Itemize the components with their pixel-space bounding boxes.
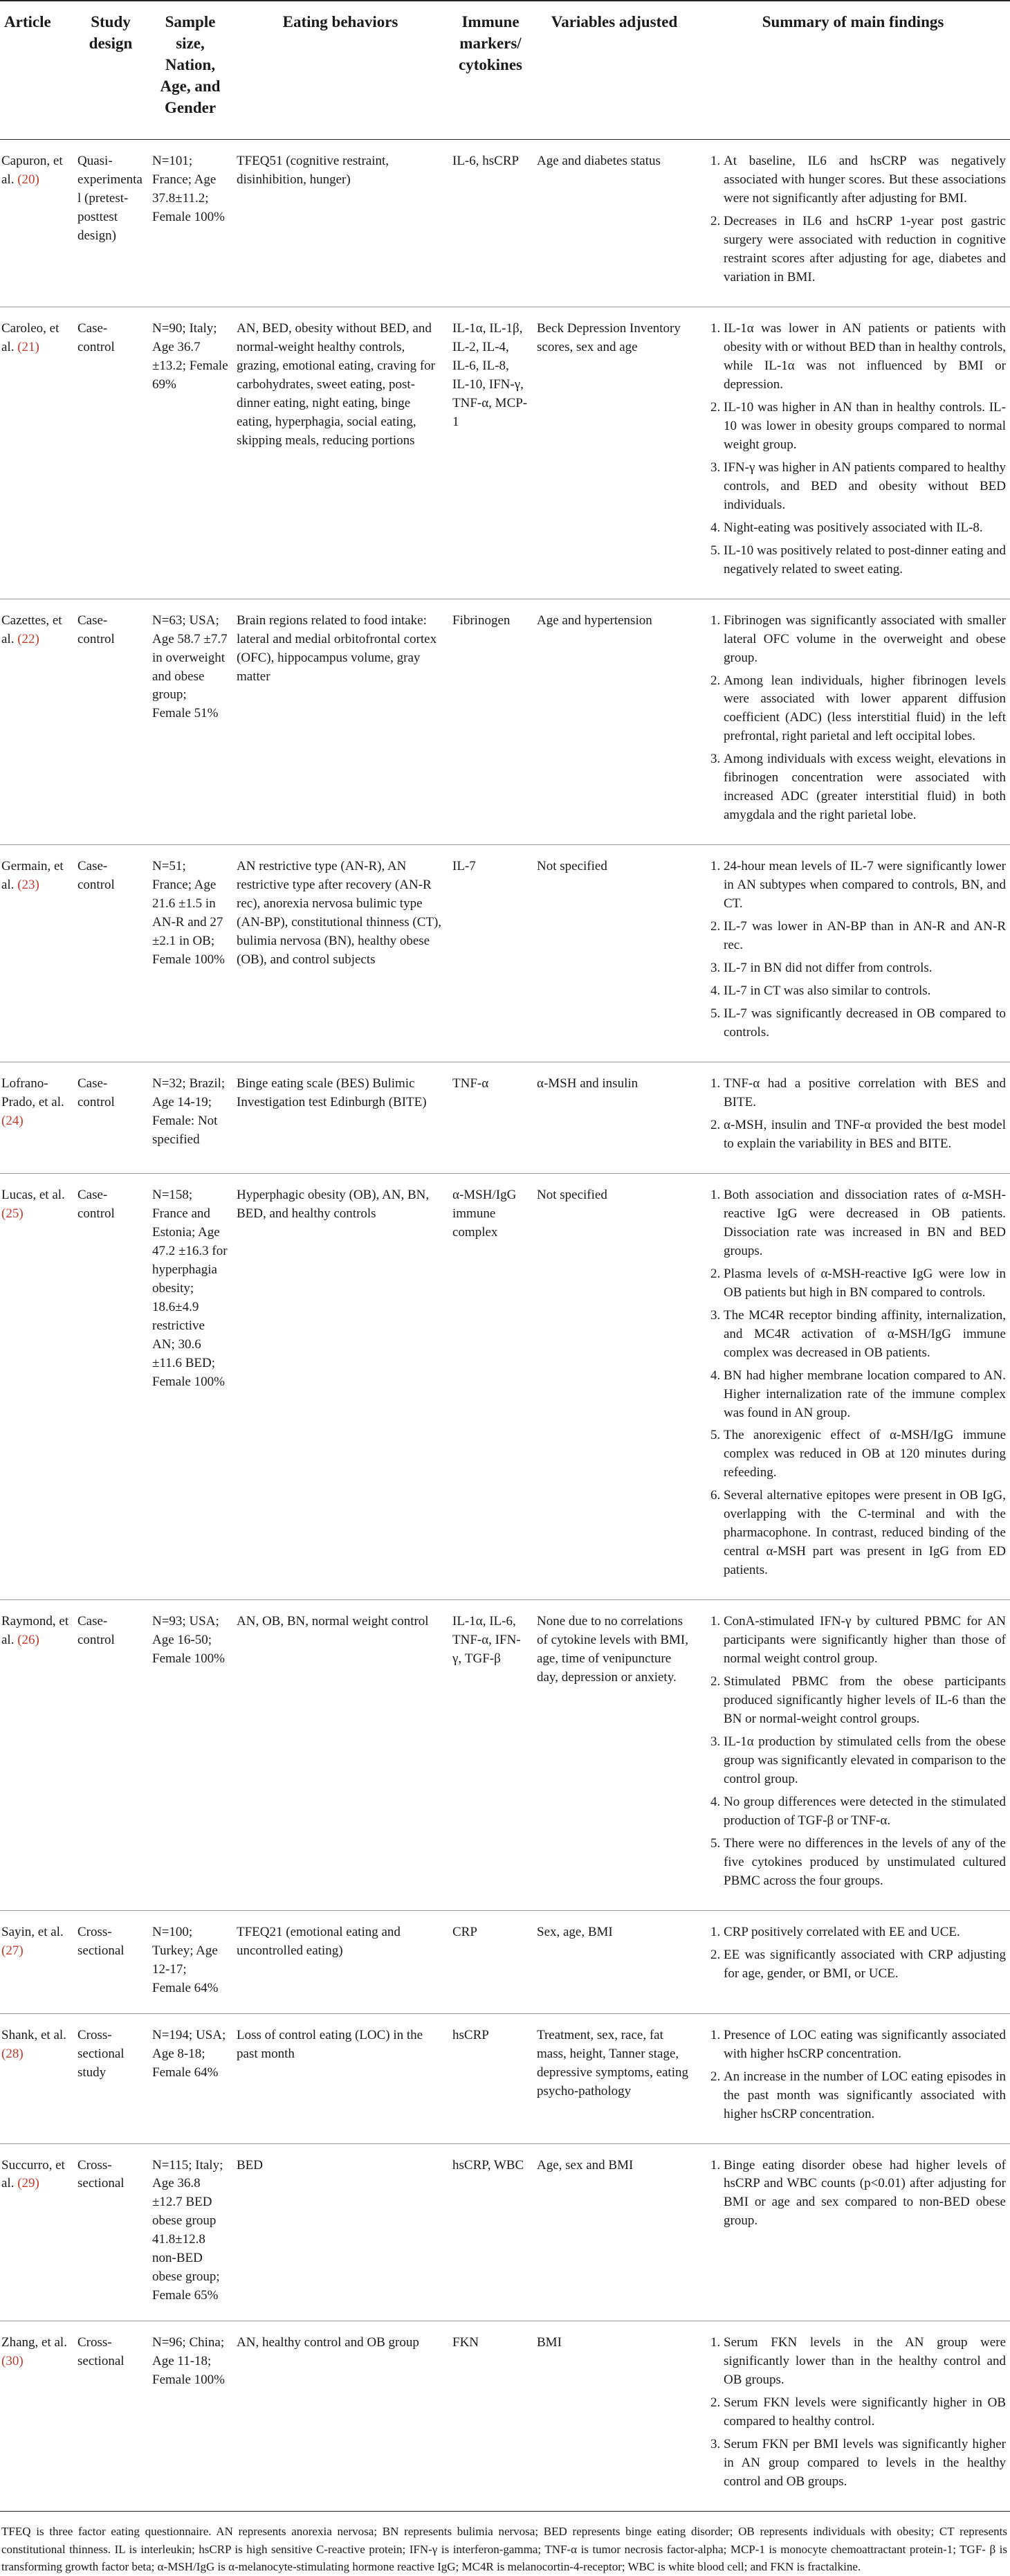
cell-summary (696, 1600, 1010, 1911)
reference-link[interactable]: (24) (1, 1113, 24, 1128)
article-author: Succurro, et al. (1, 2157, 65, 2191)
cell-summary (696, 845, 1010, 1062)
cell-eating-behaviors: AN restrictive type (AN-R), AN restrictive type after recovery (AN-R rec), anorexia nervosa bulimic type (AN-BP), constitutional thinness (CT), bulimia nervosa (BN), healthy obese (OB), and control subjects (237, 859, 442, 968)
finding-item: 4. BN had higher membrane location compared to AN. Higher internalization rate of the immune complex was found in AN group. (724, 1367, 1006, 1423)
reference-link[interactable]: (25) (1, 1206, 24, 1221)
finding-item: 3. IL-1α production by stimulated cells from the obese group was significantly elevated in comparison to the control group. (724, 1733, 1006, 1789)
article-author: Capuron, et al. (1, 154, 63, 188)
cell-sample: N=101; France; Age 37.8±11.2; Female 100% (152, 154, 226, 225)
table-row (0, 2143, 1010, 2321)
finding-item: 3. Serum FKN per BMI levels was significantly higher in AN group compared to levels in the healthy control and OB groups. (724, 2436, 1006, 2492)
cell-article (0, 2321, 73, 2512)
findings-list (700, 1075, 1006, 1154)
finding-item: 2. Plasma levels of α-MSH-reactive IgG were low in OB patients but high in BN compared to controls. (724, 1265, 1006, 1303)
finding-item: 4. IL-7 in CT was also similar to controls. (724, 982, 1006, 1001)
article-author: Shank, et al. (1, 2027, 66, 2042)
findings-list (700, 152, 1006, 287)
cell-summary (696, 140, 1010, 307)
finding-item: 2. Stimulated PBMC from the obese participants produced significantly higher levels of IL-6 than the BN or normal-weight control groups. (724, 1673, 1006, 1729)
cell-sample: N=96; China; Age 11-18; Female 100% (152, 2335, 226, 2388)
cell-immune-markers: TNF-α (452, 1076, 489, 1091)
cell-eating-behaviors: AN, OB, BN, normal weight control (237, 1614, 429, 1629)
cell-sample: N=158; France and Estonia; Age 47.2 ±16.3 for hyperphagia obesity; 18.6±4.9 restrictive AN; 30.6 ±11.6 BED; Female 100% (152, 1187, 228, 1389)
cell-immune-markers: CRP (452, 1924, 477, 1939)
finding-item: 6. Several alternative epitopes were present in OB IgG, overlapping with the C-terminal and with the pharmacophone. In contrast, reduced binding of the central α-MSH part was present in IgG from ED patients. (724, 1487, 1006, 1580)
table-row (0, 599, 1010, 845)
cell-immune-markers: α-MSH/IgG immune complex (452, 1187, 517, 1240)
header-immune-markers: Immune markers/ cytokines (459, 13, 522, 74)
cell-variables-adjusted: Beck Depression Inventory scores, sex and age (537, 321, 681, 354)
finding-item: 2. Decreases in IL6 and hsCRP 1-year post gastric surgery were associated with reduction in cognitive restraint scores after adjusting for age, diabetes and variation in BMI. (724, 212, 1006, 287)
cell-summary (696, 1910, 1010, 2013)
article-author: Lofrano-Prado, et al. (1, 1076, 64, 1109)
cell-immune-markers: IL-6, hsCRP (452, 154, 520, 169)
cell-sample: N=90; Italy; Age 36.7 ±13.2; Female 69% (152, 321, 228, 392)
finding-item: 5. IL-10 was positively related to post-dinner eating and negatively related to sweet eating. (724, 542, 1006, 579)
reference-link[interactable]: (21) (17, 339, 39, 354)
cell-study-design: Case-control (77, 859, 115, 893)
cell-immune-markers: hsCRP (452, 2027, 489, 2042)
reference-link[interactable]: (29) (17, 2176, 39, 2191)
reference-link[interactable]: (28) (1, 2046, 24, 2061)
table-row (0, 1062, 1010, 1173)
cell-study-design: Cross-sectional (77, 2157, 125, 2191)
cell-study-design: Case-control (77, 1076, 115, 1109)
cell-summary (696, 307, 1010, 599)
header-variables-adjusted: Variables adjusted (551, 13, 678, 30)
cell-variables-adjusted: Sex, age, BMI (537, 1924, 613, 1939)
findings-list (700, 1613, 1006, 1891)
cell-article (0, 1910, 73, 2013)
cell-sample: N=194; USA; Age 8-18; Female 64% (152, 2027, 226, 2080)
article-author: Raymond, et al. (1, 1614, 69, 1648)
finding-item: 1. TNF-α had a positive correlation with BES and BITE. (724, 1075, 1006, 1112)
cell-study-design: Cross-sectional study (77, 2027, 125, 2080)
cell-eating-behaviors: TFEQ51 (cognitive restraint, disinhibition, hunger) (237, 154, 389, 188)
table-row (0, 2013, 1010, 2143)
finding-item: 3. Among individuals with excess weight, elevations in fibrinogen concentration were associated with increased ADC (greater interstitial fluid) in both amygdala and the right parietal lobe. (724, 750, 1006, 825)
findings-list (700, 1186, 1006, 1580)
cell-sample: N=63; USA; Age 58.7 ±7.7 in overweight and obese group; Female 51% (152, 613, 228, 721)
cell-article (0, 1062, 73, 1173)
cell-article (0, 1173, 73, 1599)
cell-eating-behaviors: TFEQ21 (emotional eating and uncontrolled eating) (237, 1924, 401, 1958)
article-author: Lucas, et al. (1, 1187, 65, 1202)
table-row (0, 307, 1010, 599)
cell-sample: N=115; Italy; Age 36.8 ±12.7 BED obese group 41.8±12.8 non-BED obese group; Female 65% (152, 2157, 223, 2303)
findings-list (700, 320, 1006, 579)
cell-summary (696, 2321, 1010, 2512)
cell-variables-adjusted: α-MSH and insulin (537, 1076, 639, 1091)
reference-link[interactable]: (22) (17, 631, 39, 646)
article-author: Caroleo, et al. (1, 321, 59, 354)
table-row (0, 845, 1010, 1062)
finding-item: 1. Both association and dissociation rates of α-MSH-reactive IgG were decreased in OB patients. Dissociation rate was increased in BN and BED groups. (724, 1186, 1006, 1261)
findings-list (700, 858, 1006, 1042)
cell-sample: N=93; USA; Age 16-50; Female 100% (152, 1614, 226, 1667)
findings-list (700, 1923, 1006, 1984)
reference-link[interactable]: (20) (17, 172, 39, 188)
cell-variables-adjusted: BMI (537, 2335, 562, 2350)
cell-sample: N=100; Turkey; Age 12-17; Female 64% (152, 1924, 219, 1995)
table-row (0, 2321, 1010, 2512)
finding-item: 1. At baseline, IL6 and hsCRP was negatively associated with hunger scores. But these associations were not significantly after adjusting for BMI. (724, 152, 1006, 208)
article-author: Sayin, et al. (1, 1924, 64, 1939)
cell-summary (696, 1173, 1010, 1599)
finding-item: 1. Fibrinogen was significantly associated with smaller lateral OFC volume in the overweight and obese group. (724, 612, 1006, 668)
finding-item: 1. ConA-stimulated IFN-γ by cultured PBMC for AN participants were significantly higher than those of normal weight control group. (724, 1613, 1006, 1669)
finding-item: 4. Night-eating was positively associated with IL-8. (724, 519, 1006, 538)
header-article: Article (4, 13, 51, 30)
finding-item: 1. IL-1α was lower in AN patients or patients with obesity with or without BED than in healthy controls, while IL-1α was not influenced by BMI or depression. (724, 320, 1006, 394)
findings-list (700, 612, 1006, 826)
cell-eating-behaviors: AN, healthy control and OB group (237, 2335, 419, 2350)
header-study-design: Study design (89, 13, 133, 53)
header-row (0, 1, 1010, 140)
cell-sample: N=32; Brazil; Age 14-19; Female: Not specified (152, 1076, 226, 1147)
cell-variables-adjusted: Treatment, sex, race, fat mass, height, Tanner stage, depressive symptoms, eating psycho-pathology (537, 2027, 688, 2098)
cell-study-design: Case-control (77, 1187, 115, 1221)
cell-study-design: Cross-sectional (77, 1924, 125, 1958)
cell-eating-behaviors: Brain regions related to food intake: lateral and medial orbitofrontal cortex (OFC), hippocampus volume, gray matter (237, 613, 437, 684)
cell-immune-markers: IL-7 (452, 859, 476, 874)
cell-variables-adjusted: None due to no correlations of cytokine levels with BMI, age, time of venipuncture day, depression or anxiety. (537, 1614, 688, 1685)
cell-variables-adjusted: Not specified (537, 859, 607, 874)
cell-variables-adjusted: Not specified (537, 1187, 607, 1202)
cell-eating-behaviors: AN, BED, obesity without BED, and normal-weight healthy controls, grazing, emotional eating, craving for carbohydrates, sweet eating, post-dinner eating, night eating, binge eating, hyperphagia, social eating, skipping meals, reducing portions (237, 321, 436, 448)
finding-item: 5. The anorexigenic effect of α-MSH/IgG immune complex was reduced in OB at 120 minutes during refeeding. (724, 1426, 1006, 1482)
finding-item: 2. IL-7 was lower in AN-BP than in AN-R and AN-R rec. (724, 918, 1006, 955)
cell-variables-adjusted: Age, sex and BMI (537, 2157, 634, 2173)
cell-eating-behaviors: Binge eating scale (BES) Bulimic Investigation test Edinburgh (BITE) (237, 1076, 427, 1109)
article-author: Germain, et al. (1, 859, 64, 893)
cell-eating-behaviors: BED (237, 2157, 263, 2173)
cell-article (0, 845, 73, 1062)
cell-article (0, 2013, 73, 2143)
cell-study-design: Case-control (77, 613, 115, 646)
finding-item: 4. No group differences were detected in the stimulated production of TGF-β or TNF-α. (724, 1793, 1006, 1831)
cell-article (0, 1600, 73, 1911)
cell-eating-behaviors: Hyperphagic obesity (OB), AN, BN, BED, and healthy controls (237, 1187, 430, 1221)
table-footnote: TFEQ is three factor eating questionnaire. AN represents anorexia nervosa; BN represents bulimia nervosa; BED represents binge eating disorder; OB represents individuals with obesity; CT represents constitutional thinness. IL is interleukin; hsCRP is high sensitive C-reactive protein; IFN-γ is interferon-gamma; TNF-α is tumor necrosis factor-alpha; MCP-1 is monocyte chemoattractant protein-1; TGF- β is transforming growth factor beta; α-MSH/IgG is α-melanocyte-stimulating hormone reactive IgG; MC4R is melanocortin-4-receptor; WBC is white blood cell; and FKN is fractalkine. (1, 2525, 1007, 2574)
finding-item: 1. Presence of LOC eating was significantly associated with higher hsCRP concentration. (724, 2026, 1006, 2064)
finding-item: 1. 24-hour mean levels of IL-7 were significantly lower in AN subtypes when compared to controls, BN, and CT. (724, 858, 1006, 914)
cell-variables-adjusted: Age and diabetes status (537, 154, 661, 169)
finding-item: 2. α-MSH, insulin and TNF-α provided the best model to explain the variability in BES and BITE. (724, 1116, 1006, 1154)
cell-immune-markers: hsCRP, WBC (452, 2157, 524, 2173)
reference-link[interactable]: (23) (17, 878, 39, 893)
finding-item: 5. There were no differences in the levels of any of the five cytokines produced by unstimulated cultured PBMC across the four groups. (724, 1835, 1006, 1891)
cell-summary (696, 2143, 1010, 2321)
cell-immune-markers: IL-1α, IL-6, TNF-α, IFN-γ, TGF-β (452, 1614, 521, 1667)
table-row (0, 1600, 1010, 1911)
finding-item: 1. CRP positively correlated with EE and UCE. (724, 1923, 1006, 1942)
reference-link[interactable]: (30) (1, 2354, 24, 2369)
cell-eating-behaviors: Loss of control eating (LOC) in the past month (237, 2027, 423, 2061)
finding-item: 2. IL-10 was higher in AN than in healthy controls. IL-10 was lower in obesity groups compared to normal weight group. (724, 399, 1006, 455)
finding-item: 1. Serum FKN levels in the AN group were significantly lower than in the healthy control and OB groups. (724, 2334, 1006, 2390)
finding-item: 3. The MC4R receptor binding affinity, internalization, and MC4R activation of α-MSH/IgG immune complex was decreased in OB patients. (724, 1307, 1006, 1363)
cell-summary (696, 1062, 1010, 1173)
finding-item: 2. Serum FKN levels were significantly higher in OB compared to healthy control. (724, 2394, 1006, 2431)
cell-immune-markers: Fibrinogen (452, 613, 511, 628)
table-row (0, 1910, 1010, 2013)
cell-study-design: Quasi-experimental (pretest-posttest design) (77, 154, 143, 244)
finding-item: 1. Binge eating disorder obese had higher levels of hsCRP and WBC counts (p<0.01) after adjusting for BMI or age and sex compared to non-BED obese group. (724, 2157, 1006, 2231)
header-eating-behaviors: Eating behaviors (282, 13, 398, 30)
finding-item: 2. EE was significantly associated with CRP adjusting for age, gender, or BMI, or UCE. (724, 1946, 1006, 1984)
cell-study-design: Cross-sectional (77, 2335, 125, 2369)
reference-link[interactable]: (27) (1, 1943, 24, 1958)
cell-summary (696, 599, 1010, 845)
header-sample: Sample size, Nation, Age, and Gender (160, 13, 221, 117)
reference-link[interactable]: (26) (17, 1633, 39, 1648)
cell-summary (696, 2013, 1010, 2143)
table-row (0, 1173, 1010, 1599)
cell-immune-markers: IL-1α, IL-1β, IL-2, IL-4, IL-6, IL-8, IL-10, IFN-γ, TNF-α, MCP-1 (452, 321, 528, 429)
findings-list (700, 2026, 1006, 2124)
cell-sample: N=51; France; Age 21.6 ±1.5 in AN-R and 27 ±2.1 in OB; Female 100% (152, 859, 226, 968)
cell-study-design: Case-control (77, 321, 115, 354)
cell-immune-markers: FKN (452, 2335, 479, 2350)
cell-article (0, 307, 73, 599)
findings-list (700, 2157, 1006, 2231)
cell-article (0, 2143, 73, 2321)
header-summary: Summary of main findings (762, 13, 944, 30)
finding-item: 5. IL-7 was significantly decreased in OB compared to controls. (724, 1005, 1006, 1042)
cell-study-design: Case-control (77, 1614, 115, 1648)
finding-item: 3. IFN-γ was higher in AN patients compared to healthy controls, and BED and obesity without BED individuals. (724, 459, 1006, 515)
table-body (0, 140, 1010, 2512)
table-row (0, 140, 1010, 307)
finding-item: 2. Among lean individuals, higher fibrinogen levels were associated with lower apparent diffusion coefficient (ADC) (less interstitial fluid) in the left prefrontal, right parietal and left occipital lobes. (724, 672, 1006, 747)
findings-list (700, 2334, 1006, 2492)
finding-item: 3. IL-7 in BN did not differ from controls. (724, 959, 1006, 978)
article-author: Cazettes, et al. (1, 613, 62, 646)
cell-article (0, 140, 73, 307)
finding-item: 2. An increase in the number of LOC eating episodes in the past month was significantly associated with higher hsCRP concentration. (724, 2068, 1006, 2124)
cell-variables-adjusted: Age and hypertension (537, 613, 652, 628)
article-author: Zhang, et al. (1, 2335, 67, 2350)
cell-article (0, 599, 73, 845)
